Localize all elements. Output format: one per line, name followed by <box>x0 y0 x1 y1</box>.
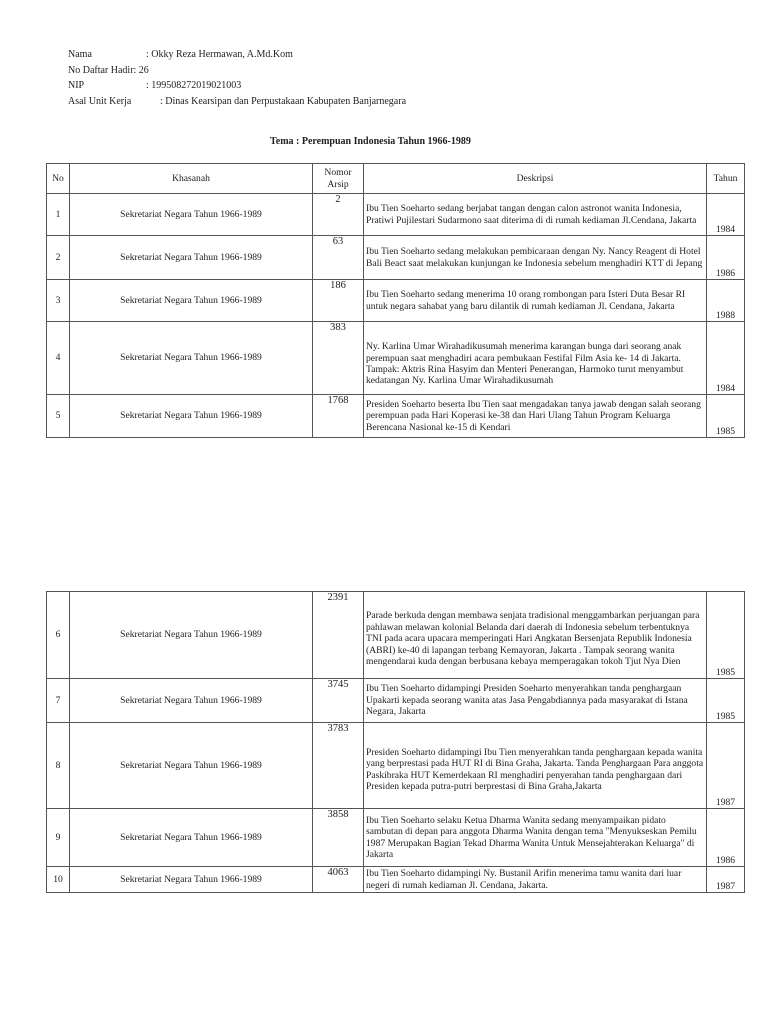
nama-value: : Okky Reza Hermawan, A.Md.Kom <box>146 49 293 60</box>
asal-label: Asal Unit Kerja <box>68 95 132 107</box>
table-row <box>47 809 745 867</box>
row-tahun: 1987 <box>707 723 745 809</box>
row-deskripsi: Ibu Tien Soeharto selaku Ketua Dharma Wanita sedang menyampaikan pidato sambutan di depan para anggota Dharma Wanita dengan tema "Menyukseskan Pemilu 1987 Merupakan Bagian Tekad Dharma Wanita Untuk Mensejahterakan Keluarga" di Jakarta <box>364 809 707 867</box>
table-header-row <box>47 164 745 194</box>
row-deskripsi: Ibu Tien Soeharto sedang melakukan pembicaraan dengan Ny. Nancy Reagent di Hotel Bali Beact saat melakukan kunjungan ke Indonesia sebelum menghadiri KTT di Jepang <box>364 236 707 280</box>
table-row <box>47 322 745 395</box>
table-row <box>47 194 745 236</box>
table-row <box>47 395 745 438</box>
asal-value: : Dinas Kearsipan dan Perpustakaan Kabupaten Banjarnegara <box>160 95 407 107</box>
row-tahun: 1985 <box>707 679 745 723</box>
header-info <box>68 47 406 109</box>
row-no: 5 <box>47 395 70 438</box>
row-tahun: 1985 <box>707 395 745 438</box>
row-tahun: 1988 <box>707 280 745 322</box>
row-deskripsi: Ibu Tien Soeharto sedang menerima 10 orang rombongan para Isteri Duta Besar RI untuk negara sahabat yang baru dilantik di rumah kediaman Jl. Cendana, Jakarta <box>364 280 707 322</box>
theme-title: Tema : Perempuan Indonesia Tahun 1966-1989 <box>270 136 471 147</box>
archive-table-2 <box>46 591 745 893</box>
no-daftar-row <box>68 63 406 79</box>
row-nomor-arsip: 1768 <box>313 395 364 438</box>
nip-label: NIP <box>68 80 85 91</box>
row-nomor-arsip: 3858 <box>313 809 364 867</box>
row-nomor-arsip: 186 <box>313 280 364 322</box>
row-nomor-arsip: 2 <box>313 194 364 236</box>
col-nomor-header: Nomor Arsip <box>313 164 364 194</box>
row-deskripsi: Parade berkuda dengan membawa senjata tradisional menggambarkan perjuangan para pahlawan melawan kolonial Belanda dari daerah di Indonesia sebelum terbentuknya TNI pada acara upacara memperingati Hari Angkatan Bersenjata Republik Indonesia (ABRI) ke-40 di lapangan terbang Kemayoran, Jakarta . Tampak seorang wanita mengendarai kuda dengan berbusana kebaya memperagakan tokoh Tjut Nya Dien <box>364 592 707 679</box>
row-no: 1 <box>47 194 70 236</box>
row-deskripsi: Ibu Tien Soeharto didampingi Presiden Soeharto menyerahkan tanda penghargaan Upakarti kepada seorang wanita atas Jasa Pengabdiannya pada masyarakat di Istana Negara, Jakarta <box>364 679 707 723</box>
table-row <box>47 679 745 723</box>
row-khasanah: Sekretariat Negara Tahun 1966-1989 <box>70 723 313 809</box>
row-no: 6 <box>47 592 70 679</box>
nama-row <box>68 47 406 63</box>
row-nomor-arsip: 63 <box>313 236 364 280</box>
row-tahun: 1985 <box>707 592 745 679</box>
archive-table-1 <box>46 163 745 438</box>
row-deskripsi: Ibu Tien Soeharto sedang berjabat tangan dengan calon astronot wanita Indonesia, Pratiwi Pujilestari Sudarmono saat diterima di di rumah kediaman Jl.Cendana, Jakarta <box>364 194 707 236</box>
nip-row <box>68 78 406 94</box>
row-khasanah: Sekretariat Negara Tahun 1966-1989 <box>70 236 313 280</box>
row-khasanah: Sekretariat Negara Tahun 1966-1989 <box>70 322 313 395</box>
row-nomor-arsip: 383 <box>313 322 364 395</box>
row-khasanah: Sekretariat Negara Tahun 1966-1989 <box>70 679 313 723</box>
row-khasanah: Sekretariat Negara Tahun 1966-1989 <box>70 592 313 679</box>
row-deskripsi: Ibu Tien Soeharto didampingi Ny. Bustanil Arifin menerima tamu wanita dari luar negeri di rumah kediaman Jl. Cendana, Jakarta. <box>364 867 707 893</box>
row-no: 4 <box>47 322 70 395</box>
table-row <box>47 592 745 679</box>
table-body-1 <box>47 194 745 438</box>
table-row <box>47 723 745 809</box>
table-row <box>47 236 745 280</box>
row-no: 10 <box>47 867 70 893</box>
row-no: 8 <box>47 723 70 809</box>
table-row <box>47 867 745 893</box>
no-daftar-value: : 26 <box>133 64 149 76</box>
row-khasanah: Sekretariat Negara Tahun 1966-1989 <box>70 280 313 322</box>
row-tahun: 1984 <box>707 194 745 236</box>
row-tahun: 1986 <box>707 809 745 867</box>
col-khasanah-header: Khasanah <box>70 164 313 194</box>
row-nomor-arsip: 2391 <box>313 592 364 679</box>
asal-row <box>68 94 406 110</box>
col-deskripsi-header: Deskripsi <box>364 164 707 194</box>
row-khasanah: Sekretariat Negara Tahun 1966-1989 <box>70 867 313 893</box>
table-body-2 <box>47 592 745 893</box>
row-tahun: 1987 <box>707 867 745 893</box>
row-khasanah: Sekretariat Negara Tahun 1966-1989 <box>70 809 313 867</box>
row-nomor-arsip: 3783 <box>313 723 364 809</box>
row-deskripsi: Presiden Soeharto didampingi Ibu Tien menyerahkan tanda penghargaan kepada wanita yang berprestasi pada HUT RI di Bina Graha, Jakarta. Tanda Penghargaan Para anggota Paskibraka HUT Kemerdekaan RI menghadiri penyerahan tanda penghargaan dari Presiden kepada putra-putri berprestasi di Bina Graha,Jakarta <box>364 723 707 809</box>
row-khasanah: Sekretariat Negara Tahun 1966-1989 <box>70 194 313 236</box>
no-daftar-label: No Daftar Hadir <box>68 64 134 76</box>
row-deskripsi: Presiden Soeharto beserta Ibu Tien saat mengadakan tanya jawab dengan salah seorang perempuan pada Hari Koperasi ke-38 dan Hari Ulang Tahun Program Keluarga Berencana Nasional ke-15 di Kendari <box>364 395 707 438</box>
row-no: 9 <box>47 809 70 867</box>
nip-value: : 199508272019021003 <box>146 80 242 91</box>
nama-label: Nama <box>68 49 92 60</box>
row-khasanah: Sekretariat Negara Tahun 1966-1989 <box>70 395 313 438</box>
row-tahun: 1984 <box>707 322 745 395</box>
row-no: 2 <box>47 236 70 280</box>
row-nomor-arsip: 3745 <box>313 679 364 723</box>
row-tahun: 1986 <box>707 236 745 280</box>
row-no: 7 <box>47 679 70 723</box>
table-row <box>47 280 745 322</box>
row-deskripsi: Ny. Karlina Umar Wirahadikusumah menerima karangan bunga dari seorang anak perempuan saat menghadiri acara pembukaan Festifal Film Asia ke- 14 di Jakarta. Tampak: Aktris Rina Hasyim dan Menteri Penerangan, Harmoko turut menyambut kedatangan Ny. Karlina Umar Wirahadikusumah <box>364 322 707 395</box>
col-no-header: No <box>47 164 70 194</box>
row-no: 3 <box>47 280 70 322</box>
row-nomor-arsip: 4063 <box>313 867 364 893</box>
col-tahun-header: Tahun <box>707 164 745 194</box>
